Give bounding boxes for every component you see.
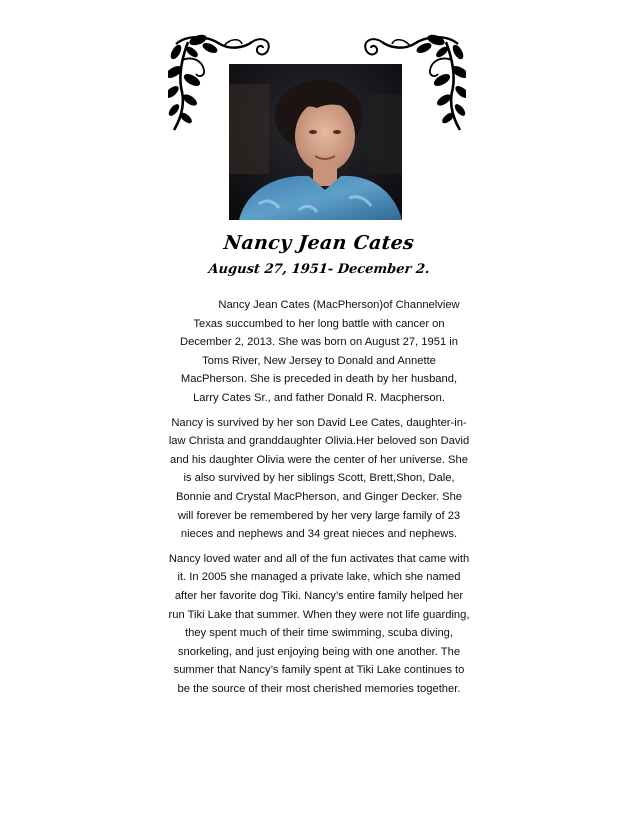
obituary-paragraph: Nancy loved water and all of the fun activates that came with it. In 2005 she managed a private lake, which she named after her favorite dog Tiki. Nancy’s entire family helped her run Tiki Lake that summer. When they were not life guarding, they spent much of their time swimming, scuba diving, snorkeling, and just enjoying being with one another. The summer that Nancy’s family spent at Tiki Lake continues to be the source of their most cherished memories together.	[168, 552, 470, 695]
deceased-name: Nancy Jean Cates	[222, 232, 416, 254]
obituary-paragraph: Nancy is survived by her son David Lee Cates, daughter-in-law Christa and granddaughter Olivia.Her beloved son David and his daughter Olivia were the center of her universe. She is also survived by her siblings Scott, Brett,Shon, Dale, Bonnie and Crystal MacPherson, and Ginger Decker. She will forever be remembered by her very large family of 23 nieces and nephews and 34 great nieces and nephews.	[168, 416, 470, 541]
obituary-text	[168, 296, 470, 704]
portrait-photo	[229, 64, 402, 220]
life-dates: August 27, 1951- December 2.	[207, 262, 431, 277]
obituary-paragraph: Nancy Jean Cates (MacPherson)of Channelview Texas succumbed to her long battle with cancer on December 2, 2013. She was born on August 27, 1951 in Toms River, New Jersey to Donald and Annette MacPherson. She is preceded in death by her husband, Larry Cates Sr., and father Donald R. Macpherson.	[179, 299, 460, 404]
